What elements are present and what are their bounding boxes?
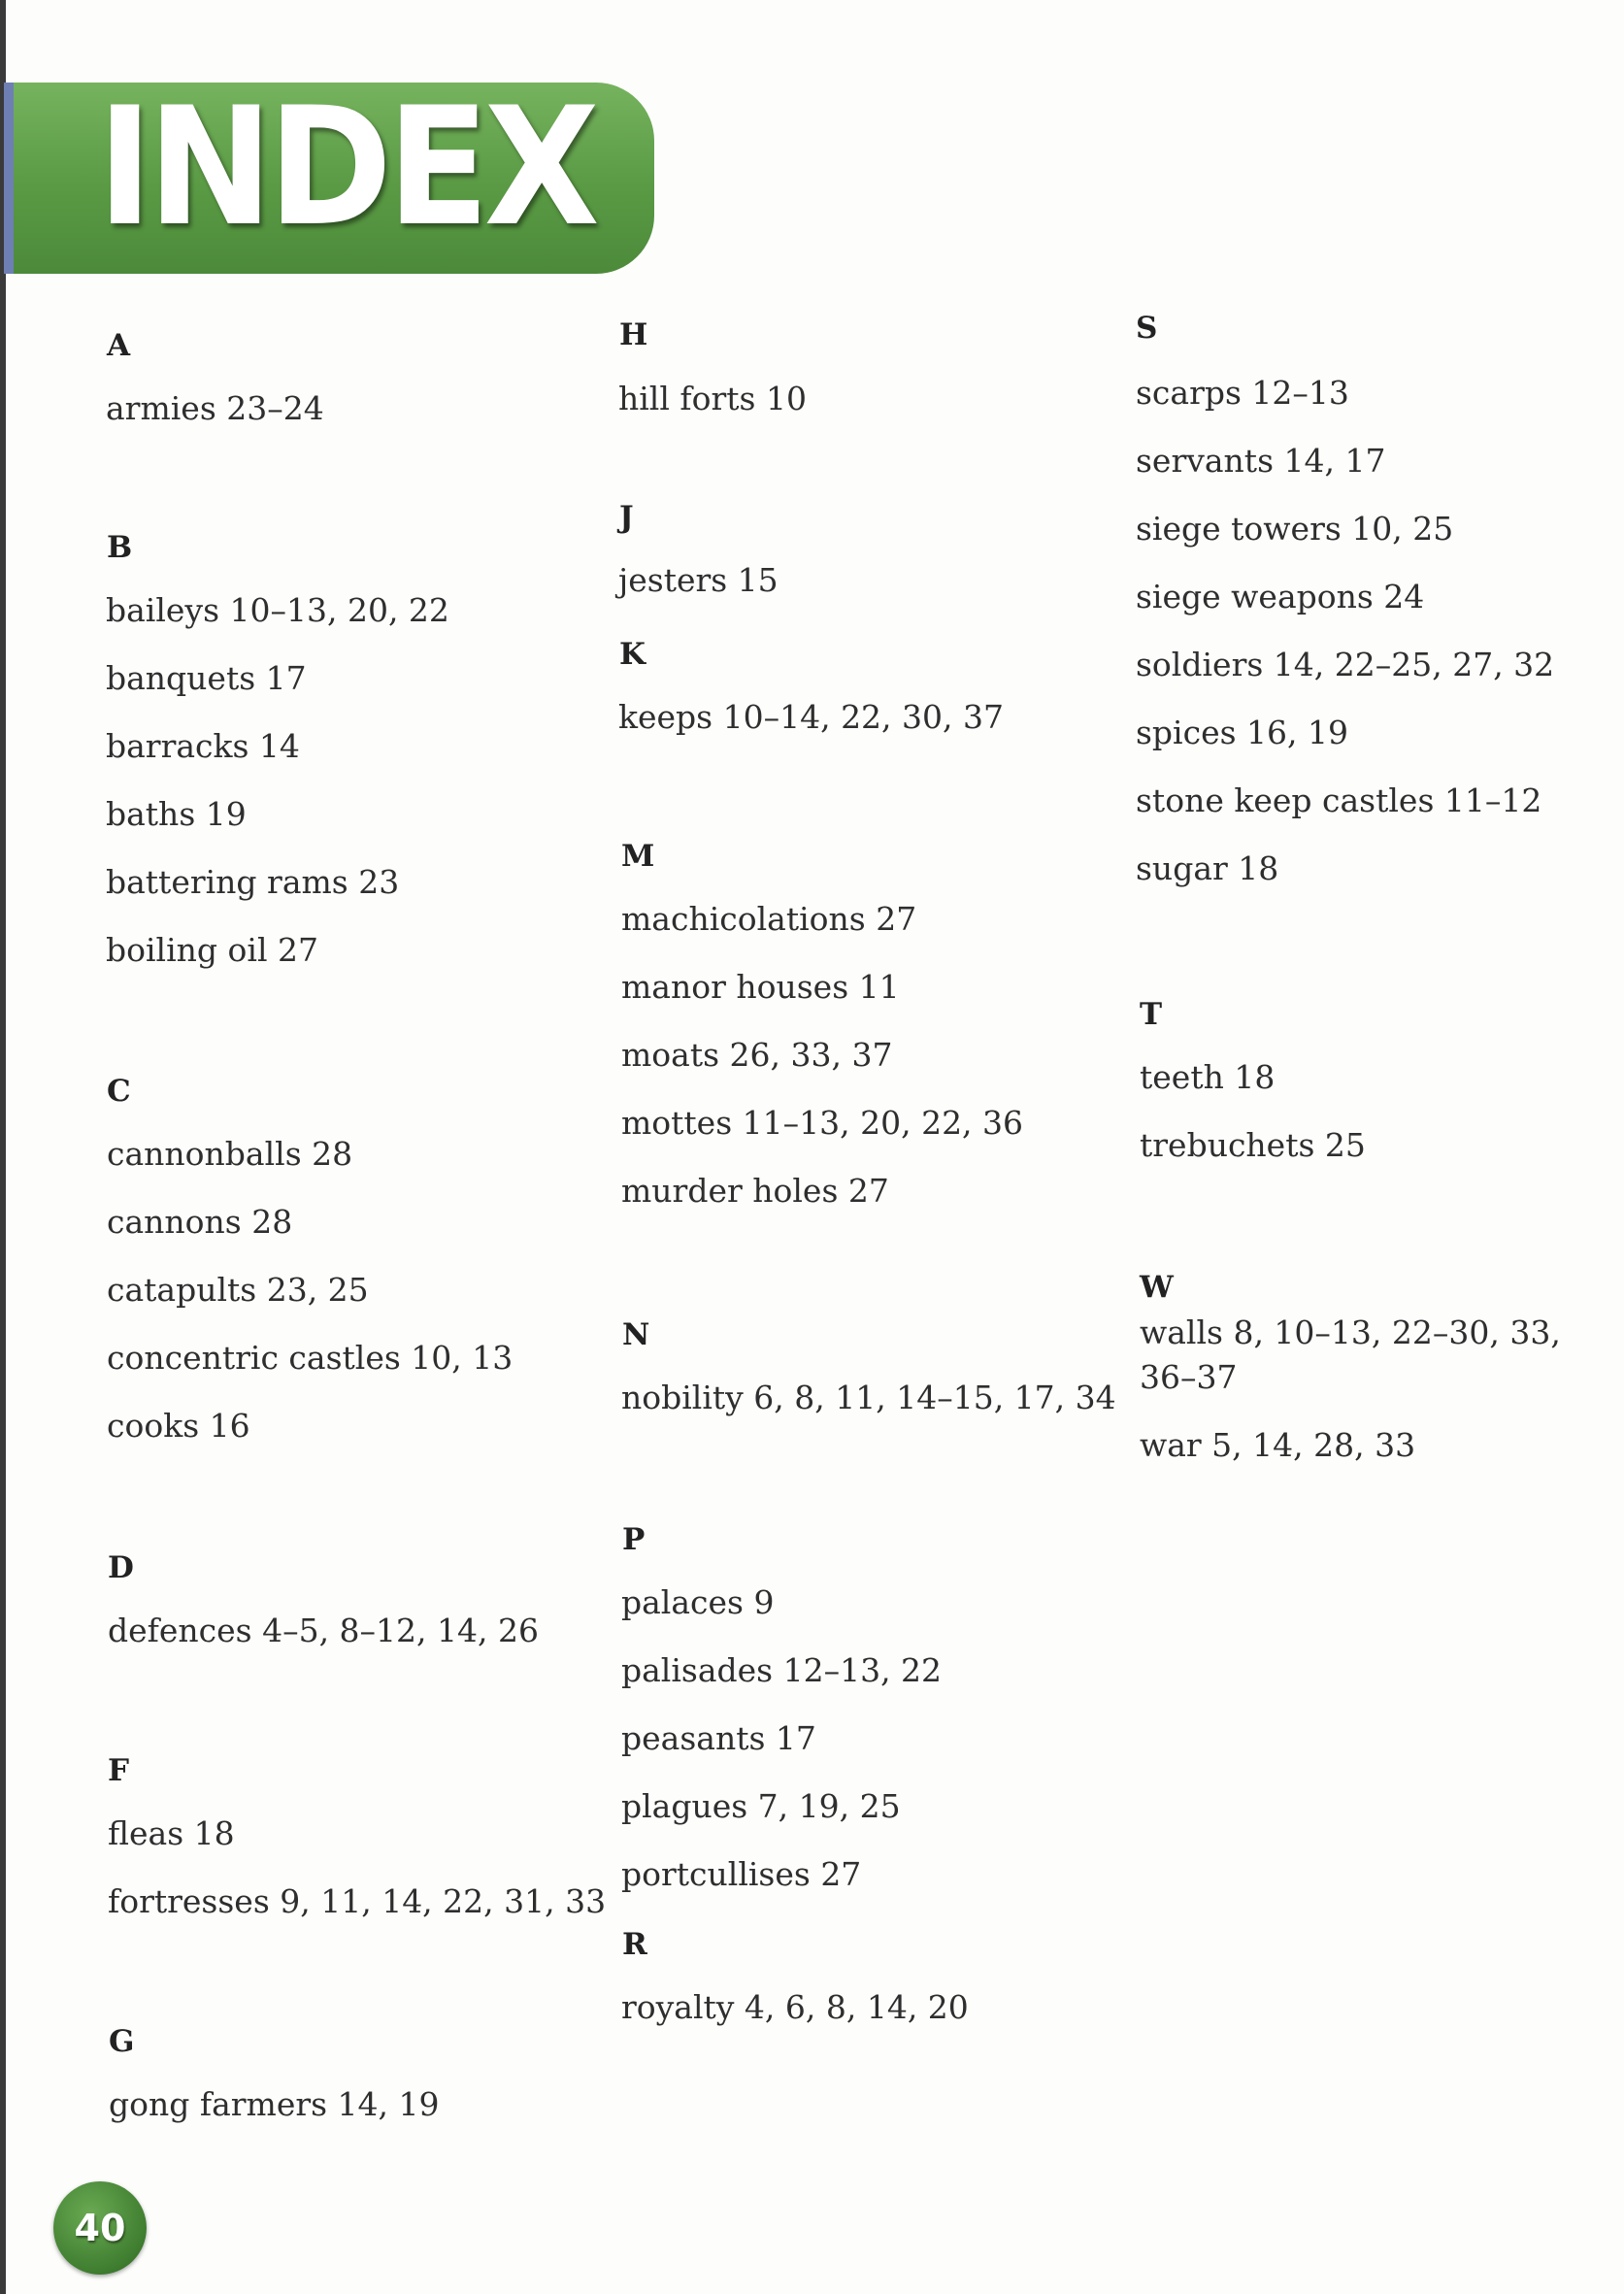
section-letter-a: A — [107, 328, 131, 363]
index-entry: servants 14, 17 — [1136, 442, 1386, 480]
index-entry: plagues 7, 19, 25 — [621, 1787, 901, 1825]
index-entry: fortresses 9, 11, 14, 22, 31, 33 — [108, 1882, 607, 1920]
section-letter-b: B — [107, 530, 133, 565]
section-letter-h: H — [619, 317, 648, 352]
index-entry: murder holes 27 — [621, 1172, 889, 1210]
index-entry: gong farmers 14, 19 — [109, 2085, 440, 2123]
section-letter-k: K — [619, 637, 646, 672]
page-number-badge — [53, 2181, 147, 2275]
section-letter-j: J — [619, 500, 634, 535]
section-letter-w: W — [1140, 1270, 1174, 1305]
index-entry: palaces 9 — [621, 1583, 775, 1621]
index-entry: armies 23–24 — [106, 389, 324, 427]
index-entry: fleas 18 — [108, 1814, 235, 1852]
index-entry: nobility 6, 8, 11, 14–15, 17, 34 — [621, 1379, 1116, 1416]
section-letter-r: R — [622, 1927, 647, 1962]
index-entry: jesters 15 — [618, 561, 779, 599]
index-entry: scarps 12–13 — [1136, 374, 1349, 412]
index-entry: concentric castles 10, 13 — [107, 1339, 514, 1377]
index-entry: stone keep castles 11–12 — [1136, 781, 1542, 819]
index-entry: portcullises 27 — [621, 1855, 862, 1893]
index-entry: boiling oil 27 — [106, 931, 318, 969]
section-letter-s: S — [1136, 311, 1158, 346]
index-entry: spices 16, 19 — [1136, 714, 1349, 751]
index-entry: siege weapons 24 — [1136, 578, 1425, 615]
index-entry: baths 19 — [106, 795, 247, 833]
page-number: 40 — [74, 2207, 126, 2249]
index-entry: sugar 18 — [1136, 849, 1279, 887]
index-entry: teeth 18 — [1140, 1058, 1276, 1096]
section-letter-m: M — [621, 839, 655, 874]
section-letter-g: G — [109, 2024, 135, 2059]
index-entry: catapults 23, 25 — [107, 1271, 369, 1309]
index-entry: keeps 10–14, 22, 30, 37 — [618, 698, 1004, 736]
index-entry: moats 26, 33, 37 — [621, 1036, 893, 1074]
index-entry: defences 4–5, 8–12, 14, 26 — [108, 1612, 539, 1649]
section-letter-c: C — [107, 1074, 131, 1109]
section-letter-t: T — [1140, 997, 1163, 1032]
index-entry: barracks 14 — [106, 727, 300, 765]
index-entry: cannons 28 — [107, 1203, 293, 1241]
index-entry: banquets 17 — [106, 659, 307, 697]
section-letter-d: D — [108, 1550, 134, 1585]
index-entry: mottes 11–13, 20, 22, 36 — [621, 1104, 1024, 1142]
index-entry: soldiers 14, 22–25, 27, 32 — [1136, 646, 1555, 683]
section-letter-n: N — [622, 1317, 650, 1352]
section-letter-p: P — [622, 1522, 646, 1557]
index-entry: royalty 4, 6, 8, 14, 20 — [621, 1988, 969, 2026]
index-entry: machicolations 27 — [621, 900, 917, 938]
index-entry: battering rams 23 — [106, 863, 400, 901]
index-entry: siege towers 10, 25 — [1136, 510, 1454, 548]
page-title: INDEX — [97, 72, 595, 262]
index-entry: palisades 12–13, 22 — [621, 1651, 943, 1689]
index-entry: war 5, 14, 28, 33 — [1140, 1426, 1416, 1464]
book-spine — [0, 0, 6, 2294]
index-entry: cannonballs 28 — [107, 1135, 353, 1173]
index-entry: peasants 17 — [621, 1719, 816, 1757]
index-entry: walls 8, 10–13, 22–30, 33, 36–37 — [1140, 1313, 1561, 1396]
index-entry: trebuchets 25 — [1140, 1126, 1366, 1164]
index-entry: baileys 10–13, 20, 22 — [106, 591, 449, 629]
index-entry: cooks 16 — [107, 1407, 250, 1445]
index-entry: manor houses 11 — [621, 968, 900, 1006]
section-letter-f: F — [108, 1753, 130, 1788]
index-entry: hill forts 10 — [618, 380, 807, 417]
